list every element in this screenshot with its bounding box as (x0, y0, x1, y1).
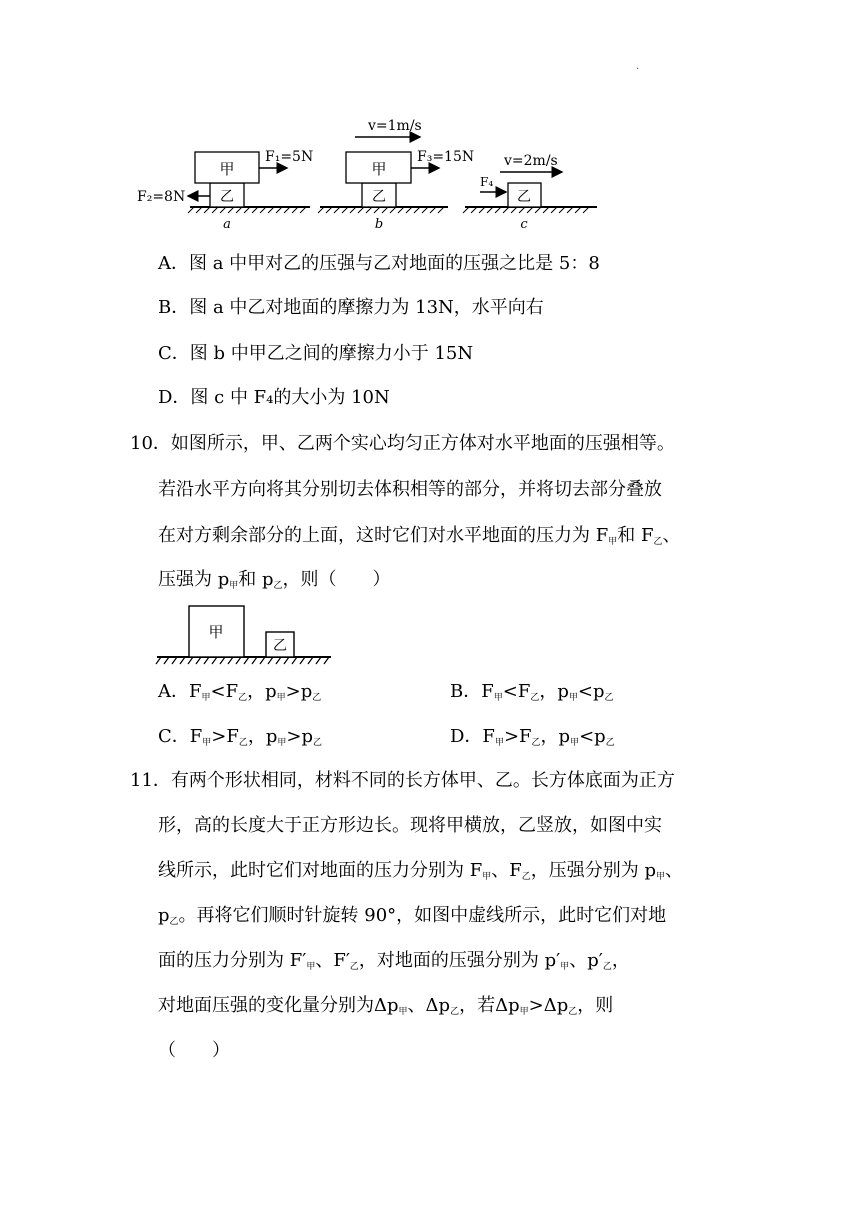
subscript: 甲 (276, 693, 286, 703)
opt-text: >F (503, 726, 532, 747)
cube-jia-label: 甲 (208, 623, 224, 641)
label-a: a (223, 217, 231, 232)
q10-line4 (158, 567, 391, 599)
opt-text: <p (577, 681, 605, 702)
opt-text: ，p (247, 726, 278, 747)
q11-line5 (158, 948, 630, 980)
q10-option-d (450, 724, 615, 756)
opt-text: ，p (247, 681, 277, 702)
subscript-yi: 乙 (169, 917, 179, 927)
opt-text: B．F (450, 681, 494, 702)
q9-option-d: D．图 c 中 F₄的大小为 10N (158, 387, 390, 408)
cubes-diagram-svg (155, 600, 335, 668)
q10-line3-text-b: 和 F (617, 525, 654, 546)
q10-line3-text-a: 在对方剩余部分的上面，这时它们对水平地面的压力为 F (158, 525, 609, 546)
q10-line3 (158, 523, 680, 555)
force-diagram-abc (130, 110, 610, 235)
subscript-jia: 甲 (560, 962, 570, 972)
subscript-jia: 甲 (608, 537, 618, 547)
subscript: 甲 (570, 738, 580, 748)
v-c-label: v=2m/s (504, 153, 558, 169)
opt-text: A．F (158, 681, 202, 702)
opt-text: ，p (540, 726, 571, 747)
q10-line3-text-c: 、 (662, 525, 681, 546)
q11-line3 (158, 858, 683, 890)
label-c: c (520, 217, 528, 232)
subscript-yi: 乙 (521, 872, 531, 882)
subscript: 甲 (493, 693, 503, 703)
q11-text: 、Δp (407, 995, 451, 1016)
a-yi-label: 乙 (220, 189, 234, 205)
opt-text: >p (285, 681, 313, 702)
subscript: 乙 (604, 693, 614, 703)
subscript: 甲 (202, 738, 212, 748)
q11-text: >Δp (528, 995, 569, 1016)
subscript: 乙 (605, 738, 615, 748)
subscript: 乙 (312, 693, 322, 703)
opt-text: <p (579, 726, 606, 747)
subscript: 乙 (238, 693, 248, 703)
subscript-yi: 乙 (653, 537, 663, 547)
v-b-label: v=1m/s (368, 118, 422, 134)
q11-text: ，压强分别为 p (530, 860, 656, 881)
subscript: 乙 (238, 738, 248, 748)
F2-label: F₂=8N (137, 189, 186, 205)
opt-text: C．F (158, 726, 203, 747)
subscript: 甲 (201, 693, 211, 703)
q11-text: 。再将它们顺时针旋转 90°，如图中虚线所示，此时它们对地 (178, 905, 667, 926)
q11-text: ， (611, 950, 630, 971)
subscript: 甲 (494, 738, 504, 748)
q9-option-b: B．图 a 中乙对地面的摩擦力为 13N，水平向右 (158, 297, 544, 318)
q10-line2: 若沿水平方向将其分别切去体积相等的部分，并将切去部分叠放 (158, 479, 662, 500)
subscript: 甲 (277, 738, 287, 748)
q11-text: 、 (665, 860, 684, 881)
q9-option-a: A．图 a 中甲对乙的压强与乙对地面的压强之比是 5：8 (158, 253, 600, 274)
q11-text: 对地面压强的变化量分别为Δp (158, 995, 399, 1016)
q10-option-a (158, 679, 321, 711)
subscript: 乙 (313, 738, 323, 748)
q10-line4-text-a: 压强为 p (158, 569, 230, 590)
F1-label: F₁=5N (265, 149, 314, 165)
q11-line4 (158, 903, 666, 935)
subscript-yi: 乙 (450, 1007, 460, 1017)
q11-text: 面的压力分别为 F′ (158, 950, 307, 971)
subscript-yi: 乙 (349, 962, 359, 972)
diagram-b (318, 118, 474, 232)
subscript-yi: 乙 (273, 581, 283, 591)
q11-line6 (158, 993, 613, 1025)
opt-text: D．F (450, 726, 495, 747)
diagram-c (463, 153, 597, 232)
subscript-jia: 甲 (519, 1007, 529, 1017)
q10-line4-text-c: ，则（ ） (282, 569, 391, 590)
opt-text: <F (502, 681, 531, 702)
b-yi-label: 乙 (372, 189, 386, 205)
subscript-jia: 甲 (656, 872, 666, 882)
q10-option-c (158, 724, 322, 756)
subscript-yi: 乙 (602, 962, 612, 972)
q11-line2: 形，高的长度大于正方形边长。现将甲横放，乙竖放，如图中实 (158, 815, 662, 836)
a-jia-label: 甲 (219, 160, 235, 178)
subscript-jia: 甲 (229, 581, 239, 591)
q11-text: 、F′ (315, 950, 350, 971)
q10-line4-text-b: 和 p (238, 569, 274, 590)
page-dot: · (636, 64, 640, 75)
q10-option-b (450, 679, 614, 711)
q11-line1: 11．有两个形状相同，材料不同的长方体甲、乙。长方体底面为正方 (130, 770, 675, 791)
q11-text: 、F (491, 860, 522, 881)
q11-text: ，对地面的压强分别为 p′ (358, 950, 561, 971)
q11-text: 、p′ (569, 950, 603, 971)
opt-text: >p (286, 726, 314, 747)
subscript-jia: 甲 (306, 962, 316, 972)
F3-label: F₃=15N (417, 149, 475, 165)
q10-line1: 10．如图所示，甲、乙两个实心均匀正方体对水平地面的压强相等。 (130, 433, 675, 454)
q11-text: p (158, 905, 170, 926)
force-diagram-svg (130, 110, 610, 235)
opt-text: <F (210, 681, 239, 702)
q9-option-c: C．图 b 中甲乙之间的摩擦力小于 15N (158, 343, 474, 364)
diagram-a (137, 149, 313, 232)
subscript: 乙 (531, 738, 541, 748)
q11-line7: （ ） (158, 1040, 230, 1061)
subscript-jia: 甲 (482, 872, 492, 882)
subscript: 乙 (530, 693, 540, 703)
q11-text: 线所示，此时它们对地面的压力分别为 F (158, 860, 483, 881)
subscript: 甲 (568, 693, 578, 703)
cubes-diagram (155, 600, 335, 668)
b-jia-label: 甲 (371, 160, 387, 178)
q11-text: ，若Δp (459, 995, 520, 1016)
subscript-yi: 乙 (568, 1007, 578, 1017)
opt-text: ，p (539, 681, 569, 702)
label-b: b (374, 217, 384, 232)
cube-yi-label: 乙 (273, 638, 287, 654)
F4-label: F₄ (480, 175, 494, 189)
opt-text: >F (211, 726, 239, 747)
c-yi-label: 乙 (517, 189, 531, 205)
subscript-jia: 甲 (398, 1007, 408, 1017)
q11-text: ，则 (577, 995, 614, 1016)
